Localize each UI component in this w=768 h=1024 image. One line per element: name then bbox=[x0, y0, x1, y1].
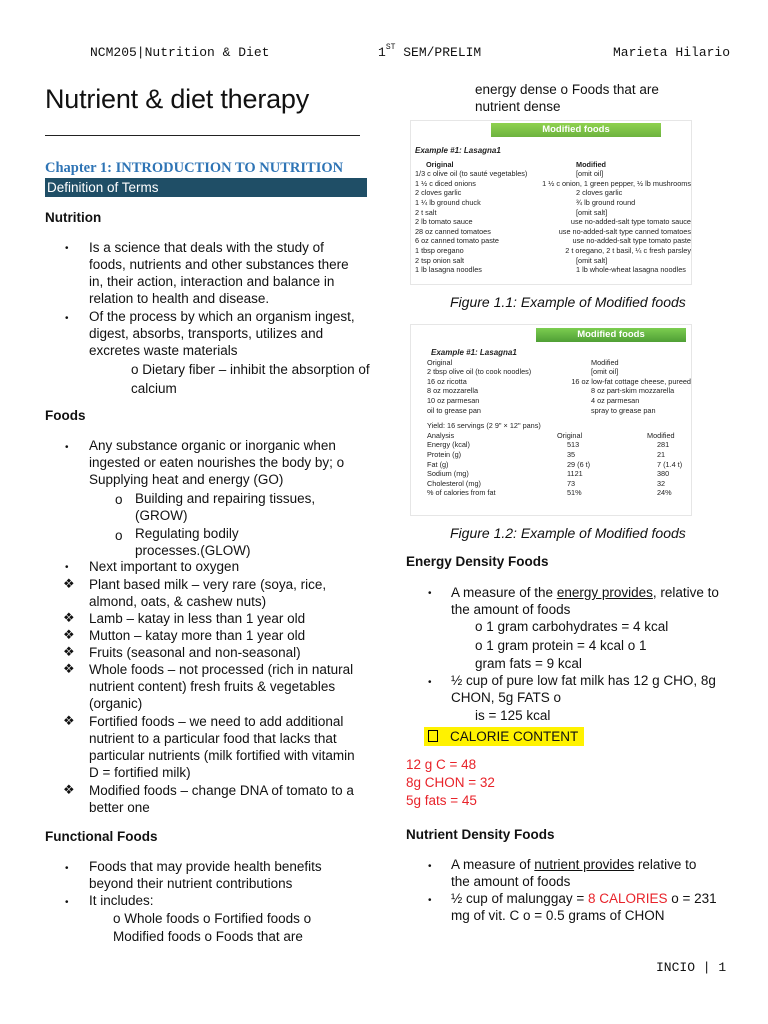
diamond-bullet-icon: ❖ bbox=[63, 610, 75, 625]
figure-row bbox=[415, 198, 691, 208]
figure-cell: 7 (1.4 t) bbox=[657, 459, 683, 469]
figure-cell: 35 bbox=[567, 449, 576, 459]
figure-cell: 1 tbsp oregano bbox=[415, 245, 464, 255]
foods-diamond-7: Modified foods – change DNA of tomato to a better one bbox=[89, 783, 354, 815]
figure-cell: 6 oz canned tomato paste bbox=[415, 236, 499, 246]
figure-row bbox=[415, 169, 691, 179]
figure-row bbox=[415, 208, 691, 218]
page-footer: INCIO | 1 bbox=[656, 960, 727, 975]
figure-cell: 1 ¼ lb ground chuck bbox=[415, 197, 481, 207]
figure-cell: 1 ½ c diced onions bbox=[415, 178, 476, 188]
figure-cell: [omit oil] bbox=[591, 367, 619, 377]
calorie-content-highlight: CALORIE CONTENT bbox=[424, 727, 584, 746]
energy-sub-3: gram fats = 9 kcal bbox=[475, 656, 582, 671]
figure-1-2-caption: Figure 1.2: Example of Modified foods bbox=[450, 525, 686, 541]
figure-cell: spray to grease pan bbox=[591, 405, 656, 415]
energy-bullet-2-sub: is = 125 kcal bbox=[475, 708, 551, 723]
figure-row bbox=[427, 386, 691, 396]
figure-row bbox=[415, 236, 691, 246]
diamond-bullet-icon: ❖ bbox=[63, 713, 75, 728]
figure-cell: use no-added-salt type canned tomatoes bbox=[558, 226, 691, 236]
chapter-heading: Chapter 1: INTRODUCTION TO NUTRITION bbox=[45, 160, 344, 176]
nutrient-bullet-2: ½ cup of malunggay = 8 CALORIES o = 231 mg of vit. C o = 0.5 grams of CHON bbox=[451, 891, 717, 923]
figure-cell: Energy (kcal) bbox=[427, 440, 470, 450]
bullet-icon: • bbox=[65, 897, 69, 908]
bullet-icon: • bbox=[65, 442, 69, 453]
foods-sub-1: Building and repairing tissues, (GROW) bbox=[135, 491, 316, 523]
header-semester: 1ST SEM/PRELIM bbox=[378, 43, 482, 60]
bullet-icon: • bbox=[65, 243, 69, 254]
figure-yield: Yield: 16 servings (2 9" × 12" pans) bbox=[427, 421, 541, 431]
analysis-header: Analysis Original Modified bbox=[427, 430, 675, 440]
figure-row bbox=[427, 479, 691, 489]
figure-cell: 73 bbox=[567, 478, 576, 488]
energy-sub-2: o 1 gram protein = 4 kcal o 1 bbox=[475, 638, 647, 653]
definition-bar: Definition of Terms bbox=[45, 178, 367, 197]
nutrition-bullet-1: Is a science that deals with the study of foods, nutrients and other substances there in, their action, interaction and balance in relation to health and disease. bbox=[89, 240, 349, 306]
figure-cell: 1/3 c olive oil (to sauté vegetables) bbox=[415, 169, 528, 179]
figure-cell: 51% bbox=[567, 488, 582, 498]
figure-row bbox=[427, 367, 691, 377]
figure-row bbox=[415, 256, 691, 266]
figure-cell: 16 oz low-fat cottage cheese, pureed bbox=[571, 376, 691, 386]
title-rule bbox=[45, 135, 360, 136]
nutrient-heading: Nutrient Density Foods bbox=[406, 827, 555, 842]
bullet-icon: • bbox=[65, 863, 69, 874]
header-author: Marieta Hilario bbox=[613, 45, 731, 60]
foods-diamond-2: Lamb – katay in less than 1 year old bbox=[89, 611, 306, 626]
foods-heading: Foods bbox=[45, 408, 86, 423]
checkbox-glyph-icon bbox=[428, 730, 438, 742]
figure-cell: 1121 bbox=[567, 469, 583, 479]
energy-heading: Energy Density Foods bbox=[406, 554, 549, 569]
analysis-rows bbox=[427, 440, 691, 498]
figure-row bbox=[415, 188, 691, 198]
figure-band: Modified foods bbox=[536, 328, 686, 342]
foods-bullet-1: Any substance organic or inorganic when ingested or eaten nourishes the body by; o Supplying heat and energy (GO) bbox=[89, 438, 345, 487]
figure-example-title: Example #1: Lasagna1 bbox=[415, 146, 501, 155]
figure-cell: Cholesterol (mg) bbox=[427, 478, 481, 488]
foods-bullet-2: Next important to oxygen bbox=[89, 559, 240, 574]
figure-cell: Fat (g) bbox=[427, 459, 449, 469]
figure-cell: Protein (g) bbox=[427, 449, 462, 459]
header-course: NCM205|Nutrition & Diet bbox=[90, 45, 270, 60]
figure-cell: 8 oz part-skim mozzarella bbox=[591, 386, 675, 396]
figure-row bbox=[415, 217, 691, 227]
figure-cell: 1 lb whole-wheat lasagna noodles bbox=[576, 265, 686, 275]
figure-1-1-caption: Figure 1.1: Example of Modified foods bbox=[450, 294, 686, 310]
calc-fats: 5g fats = 45 bbox=[406, 793, 477, 808]
figure-cell: 281 bbox=[657, 440, 670, 450]
figure-cell: 32 bbox=[657, 478, 666, 488]
figure-cell: 24% bbox=[657, 488, 672, 498]
figure-row bbox=[427, 469, 691, 479]
bullet-icon: • bbox=[428, 861, 432, 872]
figure-1-1 bbox=[410, 120, 692, 285]
figure-cell: 4 oz parmesan bbox=[591, 395, 640, 405]
figure-row bbox=[427, 488, 691, 498]
figure-row bbox=[415, 246, 691, 256]
figure-cell: 2 tbsp olive oil (to cook noodles) bbox=[427, 367, 532, 377]
foods-diamond-3: Mutton – katay more than 1 year old bbox=[89, 628, 306, 643]
figure-cell: use no-added-salt type tomato sauce bbox=[570, 217, 691, 227]
foods-sub-2: Regulating bodily processes.(GLOW) bbox=[135, 526, 251, 558]
diamond-bullet-icon: ❖ bbox=[63, 644, 75, 659]
figure-cell: 28 oz canned tomatoes bbox=[415, 226, 491, 236]
figure-cell: [omit oil] bbox=[576, 169, 604, 179]
figure-cell: 2 t salt bbox=[415, 207, 437, 217]
bullet-icon: • bbox=[428, 677, 432, 688]
functional-sub: o Whole foods o Fortified foods o Modified foods o Foods that are bbox=[113, 911, 312, 944]
figure-row bbox=[415, 227, 691, 237]
figure-cell: 29 (6 t) bbox=[567, 459, 591, 469]
bullet-icon: • bbox=[428, 588, 432, 599]
figure-cell: [omit salt] bbox=[576, 255, 608, 265]
circle-bullet: o bbox=[115, 528, 123, 543]
foods-diamond-1: Plant based milk – very rare (soya, rice, almond, oats, & cashew nuts) bbox=[89, 577, 327, 609]
nutrition-sub-1: o Dietary fiber – inhibit the absorption of calcium bbox=[131, 362, 370, 396]
bullet-icon: • bbox=[65, 562, 69, 573]
functional-bullet-1: Foods that may provide health benefits beyond their nutrient contributions bbox=[89, 859, 322, 891]
diamond-bullet-icon: ❖ bbox=[63, 782, 75, 797]
figure-cell: 2 tsp onion salt bbox=[415, 255, 465, 265]
foods-diamond-4: Fruits (seasonal and non-seasonal) bbox=[89, 645, 301, 660]
figure-row bbox=[415, 179, 691, 189]
figure-cell: 2 cloves garlic bbox=[576, 188, 623, 198]
figure-band: Modified foods bbox=[491, 123, 661, 137]
energy-sub-1: o 1 gram carbohydrates = 4 kcal bbox=[475, 619, 669, 634]
figure-cell: 380 bbox=[657, 469, 670, 479]
figure-cell: % of calories from fat bbox=[427, 488, 496, 498]
figure-col-headers: Original Modified bbox=[426, 159, 606, 169]
figure-cell: [omit salt] bbox=[576, 207, 608, 217]
figure-row bbox=[427, 460, 691, 470]
figure-row bbox=[427, 440, 691, 450]
figure-cell: 2 cloves garlic bbox=[415, 188, 462, 198]
nutrient-bullet-1: A measure of nutrient provides relative to the amount of foods bbox=[451, 857, 697, 889]
figure-col-headers: Original Modified bbox=[427, 357, 619, 367]
figure-cell: 513 bbox=[567, 440, 580, 450]
figure-row bbox=[427, 377, 691, 387]
figure-cell: 2 lb tomato sauce bbox=[415, 217, 473, 227]
figure-1-2 bbox=[410, 324, 692, 516]
functional-heading: Functional Foods bbox=[45, 829, 158, 844]
functional-bullet-2: It includes: bbox=[89, 893, 154, 908]
figure-rows bbox=[415, 169, 691, 275]
diamond-bullet-icon: ❖ bbox=[63, 627, 75, 642]
figure-row bbox=[427, 450, 691, 460]
figure-row bbox=[415, 265, 691, 275]
circle-bullet: o bbox=[115, 492, 123, 507]
figure-cell: 8 oz mozzarella bbox=[427, 386, 479, 396]
nutrition-bullet-2: Of the process by which an organism ingest, digest, absorbs, transports, utilizes and excretes waste materials bbox=[89, 309, 355, 358]
right-top-text: energy dense o Foods that are nutrient dense bbox=[475, 82, 659, 114]
figure-cell: 21 bbox=[657, 449, 666, 459]
energy-bullet-2: ½ cup of pure low fat milk has 12 g CHO, 8g CHON, 5g FATS o bbox=[451, 673, 716, 705]
figure-cell: use no-added-salt type tomato paste bbox=[572, 236, 691, 246]
figure-cell: 2 t oregano, 2 t basil, ¼ c fresh parsley bbox=[565, 245, 691, 255]
foods-diamond-5: Whole foods – not processed (rich in natural nutrient content) fresh fruits & vegetables (organic) bbox=[89, 662, 354, 711]
figure-row bbox=[427, 396, 691, 406]
diamond-bullet-icon: ❖ bbox=[63, 576, 75, 591]
calc-carbs: 12 g C = 48 bbox=[406, 757, 477, 772]
figure-example-title: Example #1: Lasagna1 bbox=[431, 348, 517, 357]
figure-rows bbox=[427, 367, 691, 415]
figure-cell: Sodium (mg) bbox=[427, 469, 469, 479]
energy-bullet-1: A measure of the energy provides, relative to the amount of foods bbox=[451, 585, 719, 617]
bullet-icon: • bbox=[428, 895, 432, 906]
nutrition-heading: Nutrition bbox=[45, 210, 102, 225]
figure-cell: 16 oz ricotta bbox=[427, 376, 467, 386]
figure-cell: 1 ½ c onion, 1 green pepper, ½ lb mushrooms bbox=[542, 178, 691, 188]
diamond-bullet-icon: ❖ bbox=[63, 661, 75, 676]
page-title: Nutrient & diet therapy bbox=[45, 84, 310, 114]
figure-cell: oil to grease pan bbox=[427, 405, 481, 415]
figure-cell: ¾ lb ground round bbox=[576, 197, 636, 207]
figure-row bbox=[427, 406, 691, 416]
bullet-icon: • bbox=[65, 313, 69, 324]
figure-cell: 10 oz parmesan bbox=[427, 395, 480, 405]
foods-diamond-6: Fortified foods – we need to add additional nutrient to a particular food that lacks that particular nutrients (milk fortified with vitamin D = fortified milk) bbox=[89, 714, 355, 780]
calc-protein: 8g CHON = 32 bbox=[406, 775, 495, 790]
figure-cell: 1 lb lasagna noodles bbox=[415, 265, 482, 275]
